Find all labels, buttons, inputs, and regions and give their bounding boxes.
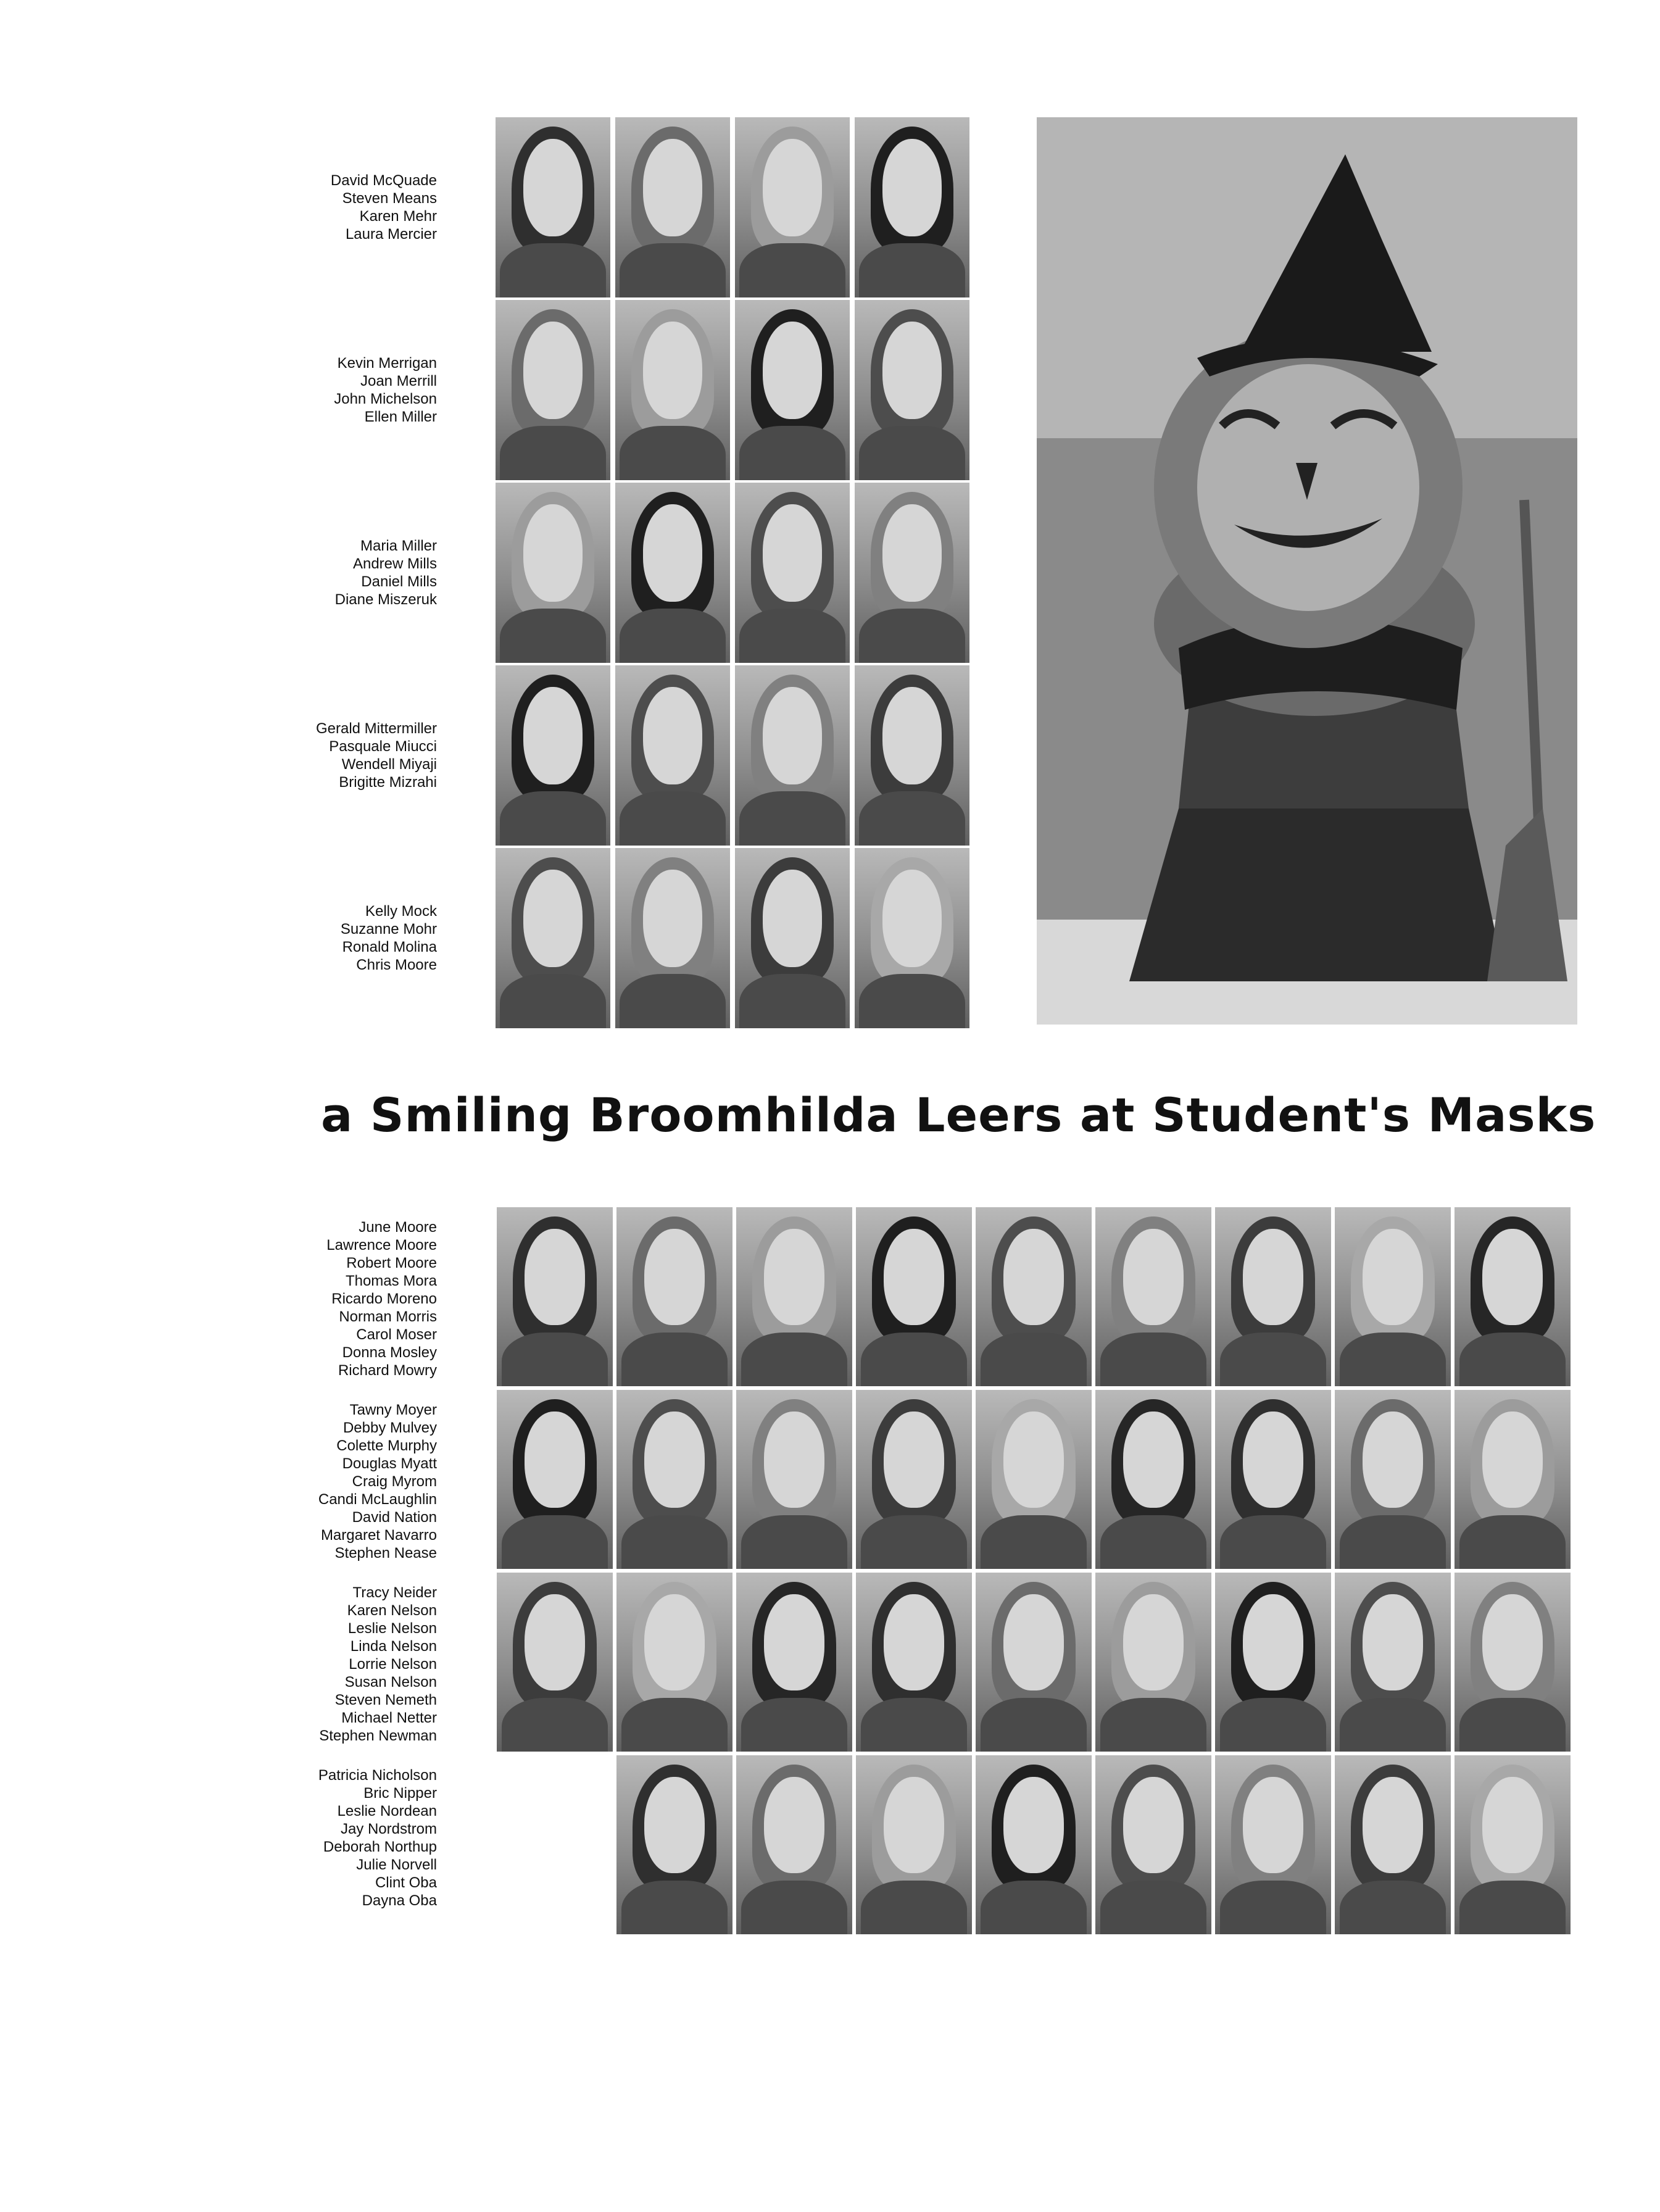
- student-name: Carol Moser: [356, 1326, 437, 1343]
- student-portrait: [735, 117, 850, 297]
- portrait-shoulders: [500, 974, 605, 1028]
- portrait-shoulders: [500, 243, 605, 297]
- student-name: Stephen Newman: [319, 1728, 437, 1744]
- student-portrait: [976, 1390, 1092, 1569]
- portrait-shoulders: [1220, 1333, 1327, 1386]
- student-portrait: [1095, 1755, 1211, 1934]
- portrait-shoulders: [981, 1881, 1087, 1934]
- portrait-shoulders: [1220, 1881, 1327, 1934]
- student-name: Norman Morris: [339, 1308, 437, 1325]
- portrait-face: [644, 1412, 705, 1508]
- student-portrait: [856, 1390, 972, 1569]
- student-portrait: [976, 1573, 1092, 1752]
- student-portrait: [856, 1573, 972, 1752]
- portrait-face: [644, 1594, 705, 1691]
- student-name: Dayna Oba: [362, 1892, 437, 1909]
- student-name: Wendell Miyaji: [341, 756, 437, 773]
- student-portrait: [1455, 1390, 1571, 1569]
- student-portrait: [496, 117, 610, 297]
- portrait-shoulders: [620, 974, 725, 1028]
- name-list: [185, 1401, 437, 1562]
- portrait-shoulders: [621, 1698, 728, 1752]
- student-name: Leslie Nelson: [347, 1620, 437, 1637]
- portrait-face: [1363, 1594, 1423, 1691]
- portrait-face: [764, 1594, 824, 1691]
- portrait-face: [1003, 1594, 1064, 1691]
- student-name: Donna Mosley: [342, 1344, 437, 1361]
- student-name: David McQuade: [330, 172, 437, 189]
- portrait-face: [1243, 1777, 1303, 1874]
- portrait-face: [1363, 1229, 1423, 1326]
- portrait-face: [882, 504, 942, 602]
- name-list: [185, 172, 437, 243]
- student-portrait: [855, 848, 969, 1028]
- portrait-face: [884, 1594, 944, 1691]
- student-portrait: [616, 1207, 732, 1386]
- student-portrait: [856, 1755, 972, 1934]
- portrait-face: [1003, 1777, 1064, 1874]
- portrait-shoulders: [861, 1881, 968, 1934]
- student-name: Thomas Mora: [345, 1273, 437, 1289]
- student-portrait: [855, 483, 969, 663]
- portrait-shoulders: [500, 609, 605, 663]
- student-name: Ronald Molina: [342, 939, 437, 955]
- portrait-face: [643, 687, 703, 784]
- student-name: Gerald Mittermiller: [315, 720, 437, 737]
- portrait-face: [643, 322, 703, 419]
- portrait-shoulders: [859, 974, 965, 1028]
- name-list: [185, 1584, 437, 1745]
- portrait-face: [644, 1777, 705, 1874]
- portrait-shoulders: [500, 791, 605, 846]
- student-name: Suzanne Mohr: [340, 921, 437, 938]
- portrait-face: [525, 1594, 585, 1691]
- student-name: Deborah Northup: [323, 1839, 437, 1855]
- student-name: Margaret Navarro: [320, 1527, 437, 1544]
- portrait-shoulders: [1100, 1698, 1207, 1752]
- portrait-face: [1482, 1229, 1543, 1326]
- student-name: Candi McLaughlin: [318, 1491, 437, 1508]
- portrait-shoulders: [739, 974, 845, 1028]
- portrait-face: [523, 139, 583, 236]
- student-name: Tracy Neider: [352, 1584, 437, 1601]
- name-list: [185, 354, 437, 426]
- student-name: Diane Miszeruk: [334, 591, 437, 608]
- student-name: Steven Nemeth: [334, 1692, 437, 1708]
- student-name: Susan Nelson: [344, 1674, 437, 1690]
- portrait-shoulders: [741, 1881, 848, 1934]
- portrait-shoulders: [1340, 1881, 1446, 1934]
- student-portrait: [1335, 1207, 1451, 1386]
- student-portrait: [615, 483, 730, 663]
- portrait-face: [764, 1229, 824, 1326]
- student-portrait: [496, 665, 610, 846]
- student-portrait: [615, 665, 730, 846]
- portrait-face: [882, 687, 942, 784]
- student-portrait: [615, 117, 730, 297]
- student-portrait: [1335, 1390, 1451, 1569]
- student-portrait: [615, 300, 730, 480]
- portrait-shoulders: [620, 426, 725, 480]
- portrait-shoulders: [1100, 1881, 1207, 1934]
- portrait-shoulders: [1459, 1333, 1566, 1386]
- portrait-shoulders: [741, 1698, 848, 1752]
- student-name: Bric Nipper: [363, 1785, 437, 1802]
- portrait-shoulders: [502, 1698, 608, 1752]
- broomhilda-photo: [1037, 117, 1577, 1025]
- portrait-shoulders: [981, 1515, 1087, 1569]
- student-name: Andrew Mills: [352, 555, 437, 572]
- portrait-face: [884, 1229, 944, 1326]
- student-name: Karen Mehr: [359, 208, 437, 225]
- portrait-face: [1123, 1412, 1184, 1508]
- portrait-face: [1243, 1412, 1303, 1508]
- student-name: Lawrence Moore: [326, 1237, 437, 1254]
- student-portrait: [855, 300, 969, 480]
- portrait-face: [763, 504, 823, 602]
- student-name: Linda Nelson: [350, 1638, 437, 1655]
- portrait-shoulders: [861, 1698, 968, 1752]
- student-portrait: [1335, 1573, 1451, 1752]
- portrait-face: [763, 322, 823, 419]
- name-list: [185, 537, 437, 609]
- portrait-face: [1482, 1594, 1543, 1691]
- student-portrait: [616, 1573, 732, 1752]
- student-name: Kevin Merrigan: [337, 355, 437, 372]
- portrait-face: [523, 687, 583, 784]
- portrait-shoulders: [500, 426, 605, 480]
- portrait-shoulders: [859, 243, 965, 297]
- student-portrait: [1095, 1207, 1211, 1386]
- student-portrait: [496, 300, 610, 480]
- student-portrait: [736, 1755, 852, 1934]
- student-portrait: [976, 1207, 1092, 1386]
- student-name: Richard Mowry: [338, 1362, 437, 1379]
- portrait-face: [763, 139, 823, 236]
- name-list: [185, 1218, 437, 1379]
- student-portrait: [1455, 1755, 1571, 1934]
- portrait-shoulders: [621, 1515, 728, 1569]
- student-portrait: [496, 848, 610, 1028]
- portrait-shoulders: [739, 791, 845, 846]
- portrait-shoulders: [739, 426, 845, 480]
- student-name: Stephen Nease: [334, 1545, 437, 1561]
- portrait-face: [1123, 1777, 1184, 1874]
- student-name: Karen Nelson: [347, 1602, 437, 1619]
- student-portrait: [497, 1207, 613, 1386]
- student-portrait: [1095, 1390, 1211, 1569]
- student-portrait: [616, 1755, 732, 1934]
- student-name: Craig Myrom: [352, 1473, 437, 1490]
- student-name: Steven Means: [342, 190, 437, 207]
- portrait-shoulders: [502, 1333, 608, 1386]
- student-name: Jay Nordstrom: [340, 1821, 437, 1837]
- portrait-shoulders: [739, 609, 845, 663]
- portrait-shoulders: [861, 1515, 968, 1569]
- student-name: Leslie Nordean: [337, 1803, 437, 1819]
- student-portrait: [497, 1573, 613, 1752]
- student-name: Daniel Mills: [361, 573, 437, 590]
- student-name: Michael Netter: [341, 1710, 437, 1726]
- student-name: Douglas Myatt: [342, 1455, 437, 1472]
- portrait-face: [763, 870, 823, 967]
- student-name: Colette Murphy: [336, 1437, 437, 1454]
- student-name: Ellen Miller: [364, 409, 437, 425]
- portrait-shoulders: [861, 1333, 968, 1386]
- student-name: Ricardo Moreno: [331, 1291, 437, 1307]
- student-portrait: [1455, 1573, 1571, 1752]
- portrait-face: [884, 1412, 944, 1508]
- portrait-face: [523, 504, 583, 602]
- portrait-face: [523, 870, 583, 967]
- portrait-shoulders: [1220, 1515, 1327, 1569]
- portrait-face: [644, 1229, 705, 1326]
- portrait-face: [884, 1777, 944, 1874]
- student-portrait: [615, 848, 730, 1028]
- student-portrait: [1215, 1755, 1331, 1934]
- portrait-face: [1123, 1229, 1184, 1326]
- student-name: Kelly Mock: [365, 903, 437, 920]
- portrait-shoulders: [1459, 1515, 1566, 1569]
- portrait-face: [643, 139, 703, 236]
- portrait-face: [1123, 1594, 1184, 1691]
- student-name: Debby Mulvey: [342, 1420, 437, 1436]
- portrait-face: [1363, 1412, 1423, 1508]
- portrait-shoulders: [1340, 1333, 1446, 1386]
- student-portrait: [736, 1573, 852, 1752]
- student-portrait: [856, 1207, 972, 1386]
- student-portrait: [496, 483, 610, 663]
- student-portrait: [616, 1390, 732, 1569]
- portrait-face: [1482, 1412, 1543, 1508]
- student-portrait: [1215, 1390, 1331, 1569]
- portrait-face: [643, 870, 703, 967]
- student-portrait: [976, 1755, 1092, 1934]
- name-list: [185, 1766, 437, 1910]
- portrait-shoulders: [1459, 1698, 1566, 1752]
- student-portrait: [735, 483, 850, 663]
- portrait-face: [1003, 1412, 1064, 1508]
- student-name: Brigitte Mizrahi: [339, 774, 437, 791]
- student-name: Tawny Moyer: [349, 1402, 437, 1418]
- portrait-shoulders: [1100, 1515, 1207, 1569]
- student-portrait: [855, 117, 969, 297]
- portrait-face: [764, 1777, 824, 1874]
- broomhilda-figure-image: [1037, 117, 1577, 1025]
- student-portrait: [1455, 1207, 1571, 1386]
- portrait-face: [523, 322, 583, 419]
- student-name: June Moore: [359, 1219, 437, 1236]
- portrait-shoulders: [741, 1515, 848, 1569]
- student-name: Patricia Nicholson: [318, 1767, 437, 1784]
- student-portrait: [735, 300, 850, 480]
- student-portrait: [736, 1207, 852, 1386]
- student-name: Laura Mercier: [345, 226, 437, 243]
- portrait-shoulders: [739, 243, 845, 297]
- portrait-face: [525, 1412, 585, 1508]
- portrait-shoulders: [1340, 1698, 1446, 1752]
- portrait-shoulders: [981, 1698, 1087, 1752]
- student-portrait: [855, 665, 969, 846]
- portrait-shoulders: [620, 791, 725, 846]
- portrait-face: [1243, 1594, 1303, 1691]
- portrait-shoulders: [620, 609, 725, 663]
- student-portrait: [735, 665, 850, 846]
- portrait-face: [1243, 1229, 1303, 1326]
- portrait-shoulders: [741, 1333, 848, 1386]
- portrait-face: [882, 870, 942, 967]
- portrait-face: [1003, 1229, 1064, 1326]
- portrait-shoulders: [859, 791, 965, 846]
- student-portrait: [1215, 1573, 1331, 1752]
- student-portrait: [1335, 1755, 1451, 1934]
- student-portrait: [1095, 1573, 1211, 1752]
- portrait-shoulders: [859, 609, 965, 663]
- portrait-shoulders: [502, 1515, 608, 1569]
- portrait-face: [525, 1229, 585, 1326]
- student-portrait: [735, 848, 850, 1028]
- student-name: David Nation: [352, 1509, 437, 1526]
- portrait-face: [1363, 1777, 1423, 1874]
- student-name: Joan Merrill: [360, 373, 437, 389]
- portrait-shoulders: [981, 1333, 1087, 1386]
- portrait-face: [643, 504, 703, 602]
- portrait-shoulders: [621, 1881, 728, 1934]
- student-name: Maria Miller: [360, 538, 437, 554]
- student-name: Lorrie Nelson: [349, 1656, 437, 1673]
- name-list: [185, 902, 437, 974]
- portrait-shoulders: [1100, 1333, 1207, 1386]
- student-name: John Michelson: [334, 391, 437, 407]
- portrait-shoulders: [859, 426, 965, 480]
- student-portrait: [1215, 1207, 1331, 1386]
- student-name: Chris Moore: [356, 957, 437, 973]
- portrait-shoulders: [1340, 1515, 1446, 1569]
- name-list: [185, 720, 437, 791]
- student-name: Julie Norvell: [356, 1856, 437, 1873]
- student-portrait: [497, 1390, 613, 1569]
- page-caption: a Smiling Broomhilda Leers at Student's Masks: [321, 1087, 1596, 1142]
- portrait-shoulders: [620, 243, 725, 297]
- portrait-face: [882, 322, 942, 419]
- portrait-face: [1482, 1777, 1543, 1874]
- portrait-shoulders: [1459, 1881, 1566, 1934]
- student-portrait: [736, 1390, 852, 1569]
- student-name: Robert Moore: [346, 1255, 437, 1271]
- student-name: Pasquale Miucci: [329, 738, 437, 755]
- portrait-face: [764, 1412, 824, 1508]
- student-name: Clint Oba: [375, 1874, 437, 1891]
- portrait-shoulders: [621, 1333, 728, 1386]
- portrait-shoulders: [1220, 1698, 1327, 1752]
- portrait-face: [882, 139, 942, 236]
- portrait-face: [763, 687, 823, 784]
